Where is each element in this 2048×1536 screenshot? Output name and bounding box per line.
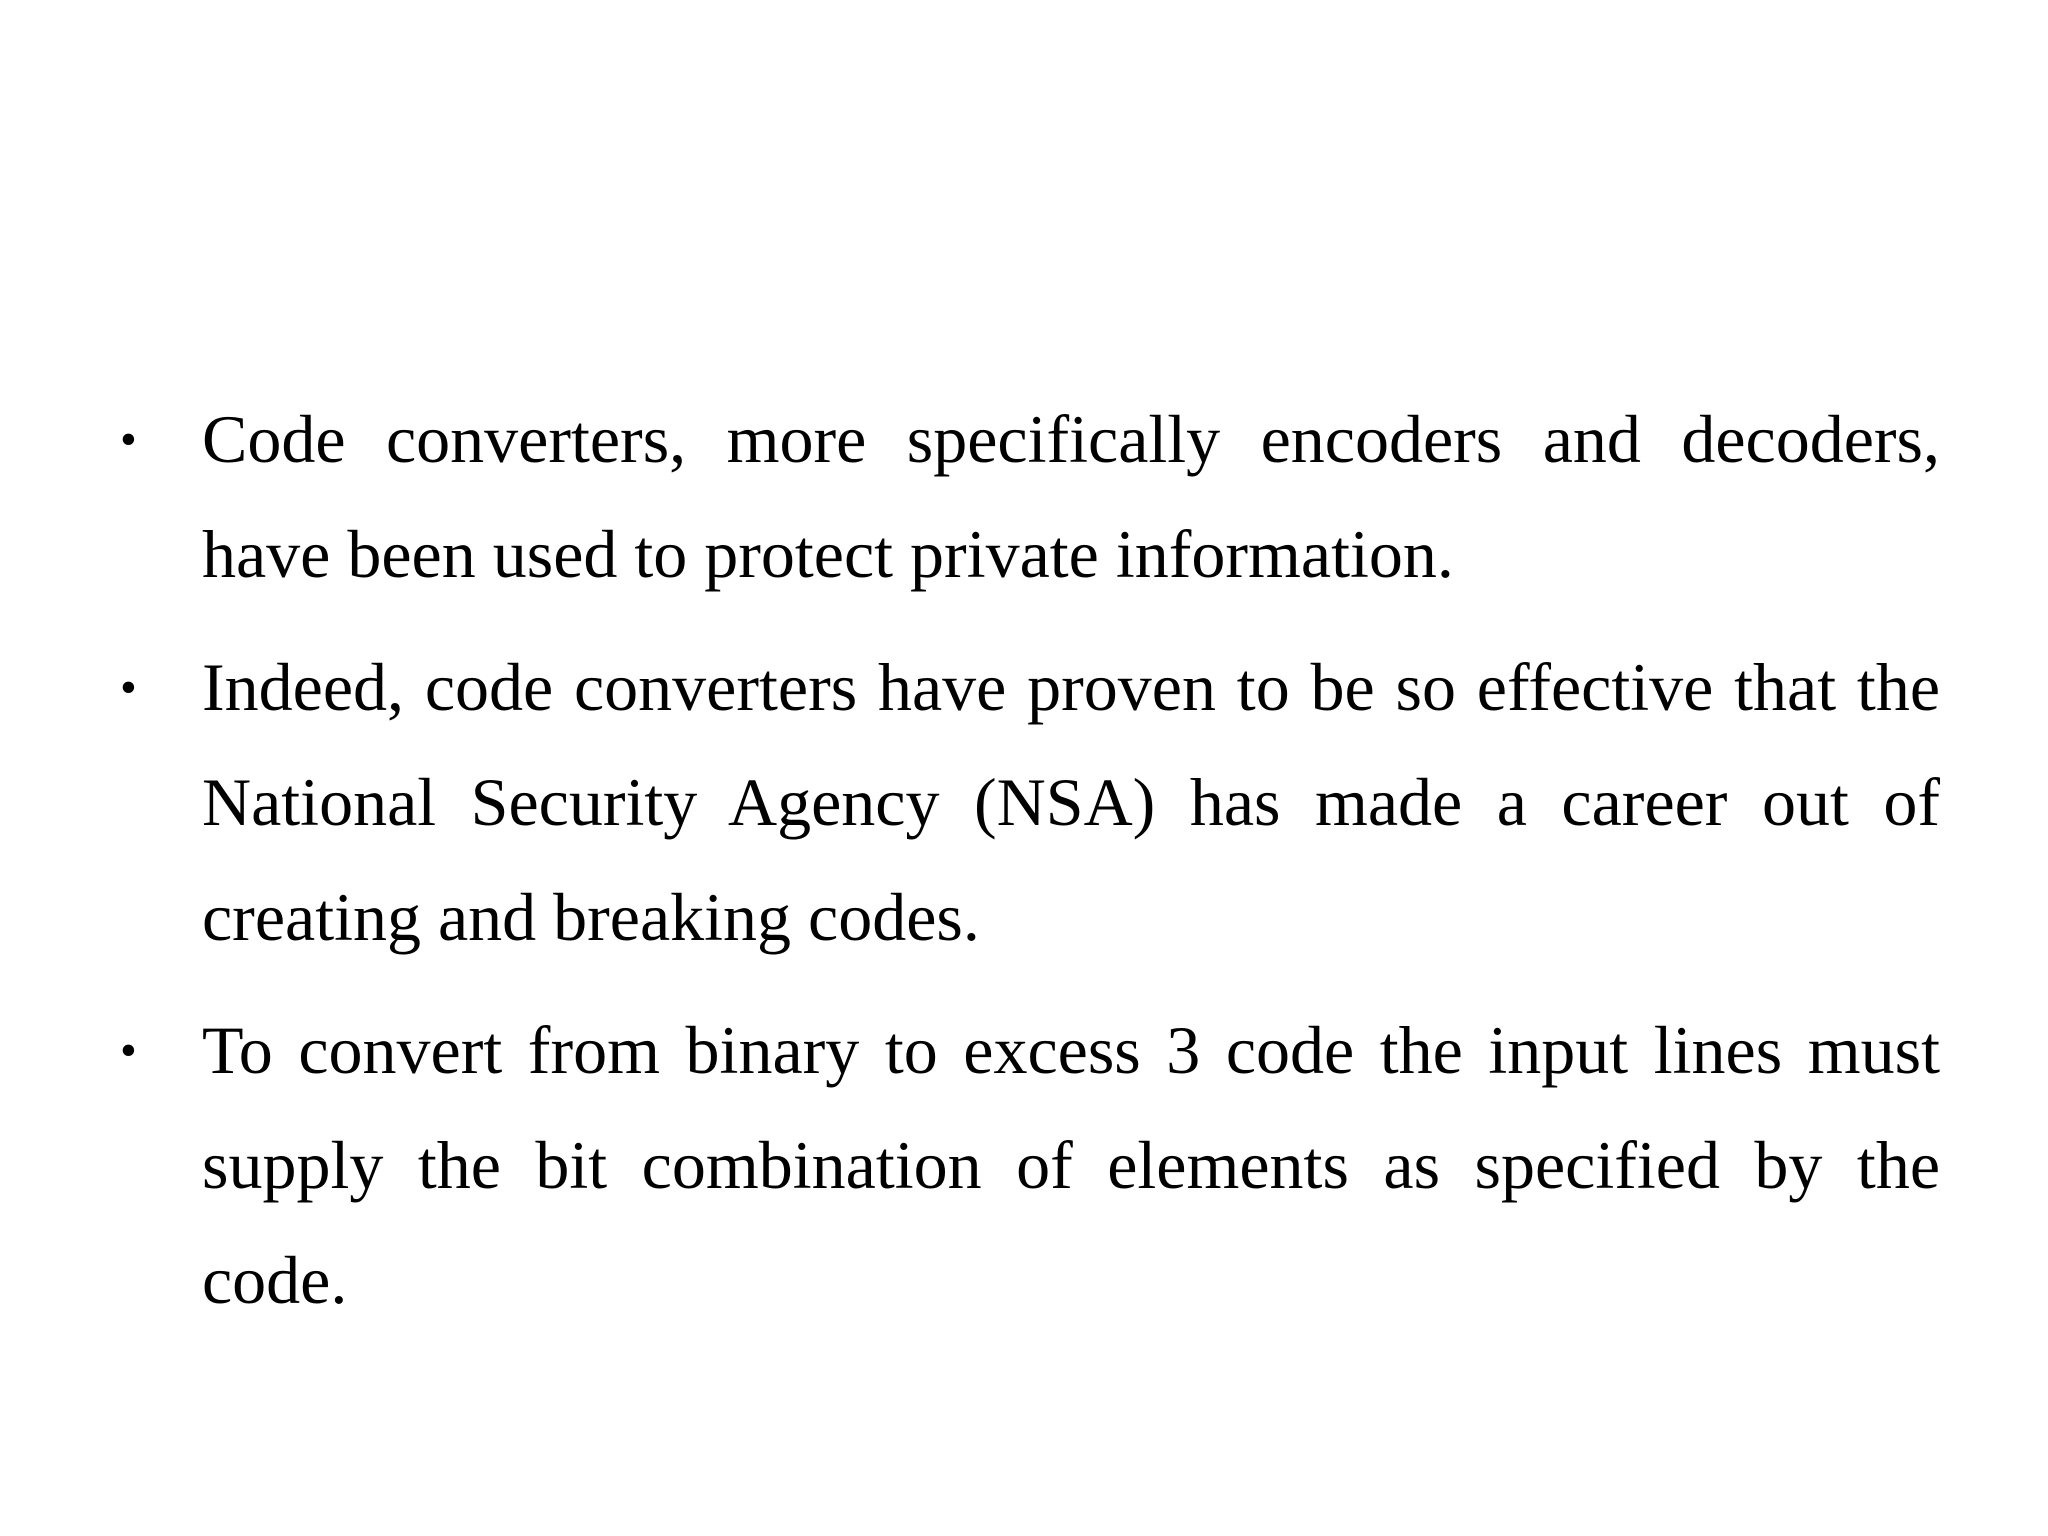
bullet-icon: • xyxy=(120,661,137,714)
bullet-text: Code converters, more specifically encoders and decoders, have been used to protect private information. xyxy=(202,401,1940,592)
bullet-icon: • xyxy=(120,1024,137,1077)
bullet-list xyxy=(120,382,1940,1356)
bullet-text: To convert from binary to excess 3 code the input lines must supply the bit combination of elements as specified by the code. xyxy=(202,1012,1940,1318)
bullet-icon: • xyxy=(120,413,137,466)
bullet-item-excess-3 xyxy=(120,993,1940,1338)
bullet-item-nsa xyxy=(120,630,1940,975)
bullet-text: Indeed, code converters have proven to be so effective that the National Security Agency (NSA) has made a career out of creating and breaking codes. xyxy=(202,649,1940,955)
bullet-item-code-converters xyxy=(120,382,1940,612)
